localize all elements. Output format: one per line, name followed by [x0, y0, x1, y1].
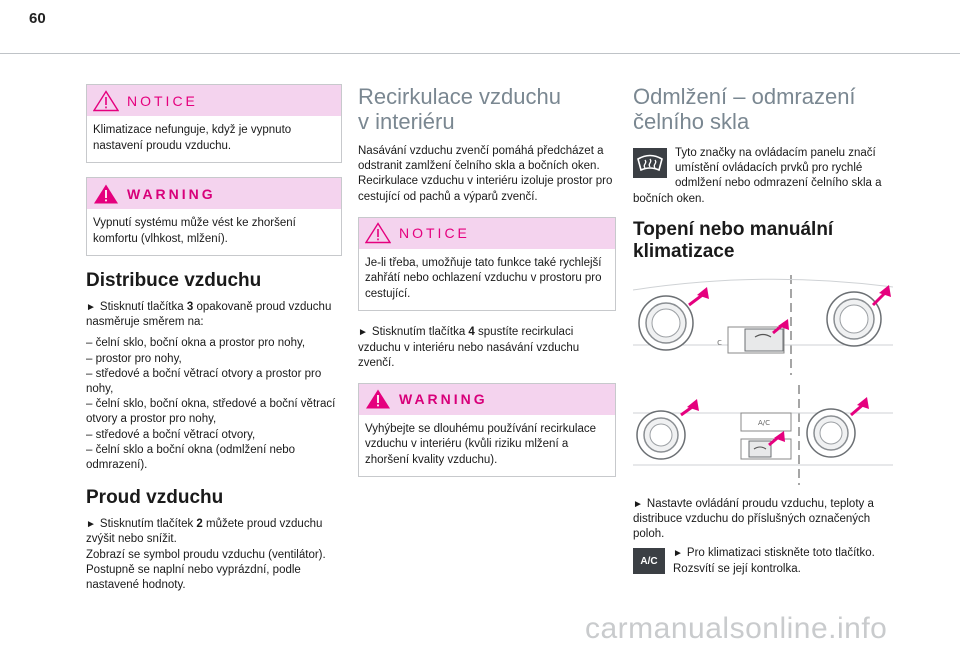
airflow-p1: [86, 517, 342, 547]
ac-icon-label: A/C: [640, 555, 658, 567]
warning-text: Vypnutí systému může vést ke zhoršení komfortu (vlhkost, mlžení).: [93, 217, 296, 245]
warning-label: WARNING: [127, 185, 216, 202]
notice-box: [358, 217, 616, 312]
list-item: – prostor pro nohy,: [86, 352, 182, 365]
section-heading-defrost: Odmlžení – odmrazení čelního skla: [633, 84, 856, 134]
notice-label: NOTICE: [399, 225, 470, 242]
section-heading-heating: Topení nebo manuální klimatizace: [633, 218, 834, 262]
list-item: – čelní sklo, boční okna a prostor pro nohy,: [86, 337, 306, 350]
svg-text:c: c: [717, 337, 722, 348]
bullet-arrow-icon: ►: [86, 302, 96, 313]
set-controls-text: Nastavte ovládání proudu vzduchu, teploty a distribuce vzduchu do příslušných označených poloh.: [633, 497, 874, 541]
recirc-p3-pre: Stisknutím tlačítka: [371, 326, 469, 339]
set-controls-paragraph: [633, 497, 893, 543]
warning-text: Vyhýbejte se dlouhému používání recirkulace vzduchu v interiéru (kvůli riziku mlžení a zhoršení kvality vzduchu).: [365, 422, 596, 466]
airflow-p2: Zobrazí se symbol proudu vzduchu (ventilátor).: [86, 548, 326, 561]
list-item: – středové a boční větrací otvory a prostor pro nohy,: [86, 367, 322, 396]
ac-button-icon: [633, 548, 665, 574]
warning-triangle-icon: [365, 222, 391, 244]
warning-triangle-icon: [93, 90, 119, 112]
recirc-p3-bold: 4: [468, 326, 475, 339]
bullet-arrow-icon: ►: [633, 498, 643, 510]
recirc-p3: [358, 325, 616, 371]
column-3: [633, 84, 893, 577]
distribution-intro-bold: 3: [186, 301, 194, 313]
ac-text: Pro klimatizaci stiskněte toto tlačítko. Rozsvítí se její kontrolka.: [673, 547, 875, 575]
recirc-p2: Recirkulace vzduchu v interiéru izoluje prostor pro cestující od pachů a výparů zvenčí.: [358, 175, 613, 203]
bullet-arrow-icon: ►: [86, 519, 96, 531]
distribution-intro-pre: Stisknutí tlačítka: [99, 301, 187, 313]
notice-box: [86, 84, 342, 163]
airflow-p1-post: můžete proud vzduchu zvýšit nebo snížit.: [86, 518, 323, 546]
defrost-text: Tyto značky na ovládacím panelu značí umístění ovládacích prvků pro rychlé odmlžení nebo odmrazení čelního skla a bočních oken.: [633, 147, 882, 205]
warning-header: [359, 384, 615, 415]
panel-ac-label: A/C: [758, 418, 771, 427]
column-1: [86, 84, 342, 599]
ac-paragraph: [633, 546, 893, 576]
airflow-p1-bold: 2: [196, 518, 203, 531]
column-2: [358, 84, 616, 491]
notice-text: Klimatizace nefunguje, když je vypnuto nastavení proudu vzduchu.: [93, 124, 292, 152]
notice-text: Je-li třeba, umožňuje tato funkce také rychlejší zahřátí nebo ochlazení vzduchu v prostoru pro cestující.: [365, 256, 602, 300]
notice-label: NOTICE: [127, 92, 198, 109]
distribution-intro: [86, 300, 342, 330]
section-heading-airflow: Proud vzduchu: [86, 487, 224, 509]
section-heading-recirculation: Recirkulace vzduchu v interiéru: [358, 84, 561, 134]
airflow-p3: Postupně se naplní nebo vyprázdní, podle nastavené hodnoty.: [86, 563, 301, 592]
warning-triangle-filled-icon: [93, 183, 119, 205]
warning-label: WARNING: [399, 391, 488, 408]
watermark: carmanualsonline.info: [585, 612, 888, 645]
distribution-intro-post: opakovaně proud vzduchu nasměruje směrem na:: [86, 301, 332, 329]
warning-box: [358, 383, 616, 478]
bullet-arrow-icon: ►: [358, 327, 368, 339]
control-panel-illustration-1: [633, 275, 893, 375]
warning-box: [86, 177, 342, 256]
warning-triangle-filled-icon: [365, 388, 391, 410]
notice-header: [359, 218, 615, 249]
airflow-p1-pre: Stisknutím tlačítek: [99, 518, 197, 531]
bullet-arrow-icon: ►: [673, 548, 683, 560]
control-panel-illustration-2: [633, 385, 893, 485]
recirc-p3-post: spustíte recirkulaci vzduchu v interiéru nebo nasávání vzduchu zvenčí.: [358, 326, 580, 369]
list-item: – čelní sklo a boční okna (odmlžení nebo odmrazení).: [86, 443, 296, 472]
page-number: 60: [29, 10, 46, 27]
distribution-list: [86, 336, 342, 473]
defrost-paragraph: [633, 146, 893, 207]
header-divider: [0, 53, 960, 54]
section-heading-distribution: Distribuce vzduchu: [86, 270, 262, 291]
recirc-p1: Nasávání vzduchu zvenčí pomáhá předcházet a odstranit zamlžení čelního skla a bočních oken.: [358, 145, 604, 173]
list-item: – středové a boční větrací otvory,: [86, 428, 256, 441]
warning-header: [87, 178, 341, 209]
notice-header: [87, 85, 341, 116]
list-item: – čelní sklo, boční okna, středové a boční větrací otvory a prostor pro nohy,: [86, 398, 336, 426]
windscreen-defrost-icon: [633, 148, 667, 178]
